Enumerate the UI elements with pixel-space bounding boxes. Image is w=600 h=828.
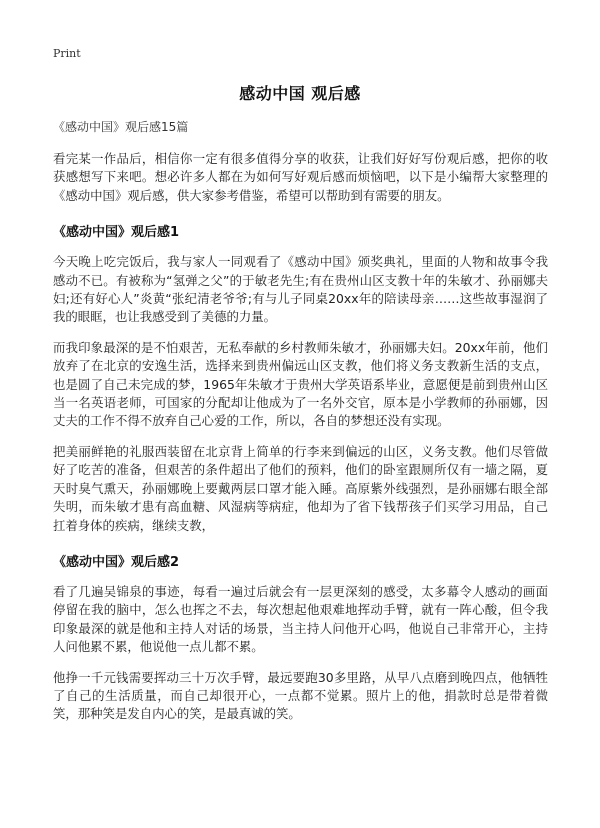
page-title: 感动中国 观后感: [239, 84, 361, 103]
section-1-paragraph: 把美丽鲜艳的礼服西装留在北京背上简单的行李来到偏远的山区，义务支教。他们尽管做好了吃苦的准备，但艰苦的条件超出了他们的预料，他们的卧室跟厕所仅有一墙之隔，夏天时臭气熏天，孙丽娜晚上要戴两层口罩才能入睡。高原紫外线强烈，是孙丽娜右眼全部失明，而朱敏才患有高血糖、风湿病等病症，他却为了省下钱帮孩子们买学习用品，自己扛着身体的疾病，继续支教，: [53, 443, 548, 533]
intro-paragraph: 看完某一作品后，相信你一定有很多值得分享的收获，让我们好好写份观后感，把你的收获感想写下来吧。想必许多人都在为如何写好观后感而烦恼吧，以下是小编帮大家整理的《感动中国》观后感，供大家参考借鉴，希望可以帮助到有需要的朋友。: [53, 151, 548, 203]
section-2-paragraph: 他挣一千元钱需要挥动三十万次手臂，最远要跑30多里路，从早八点磨到晚四点，他牺牲了自己的生活质量，而自己却很开心，一点都不觉累。照片上的他，捐款时总是带着微笑，那种笑是发自内心的笑，是最真诚的笑。: [53, 669, 548, 722]
article-subtitle: 《感动中国》观后感15篇: [53, 120, 189, 134]
section-2-paragraph: 看了几遍吴锦泉的事迹，每看一遍过后就会有一层更深刻的感受，太多幕令人感动的画面停留在我的脑中，怎么也挥之不去，每次想起他艰难地挥动手臂，就有一阵心酸，但令我印象最深的就是他和主持人对话的场景，当主持人问他开心吗，他说自己非常开心，主持人问他累不累，他说他一点儿都不累。: [53, 583, 548, 655]
section-heading-1: 《感动中国》观后感1: [53, 225, 180, 241]
print-link[interactable]: Print: [53, 47, 81, 60]
section-heading-2: 《感动中国》观后感2: [53, 554, 180, 570]
section-1-paragraph: 今天晚上吃完饭后，我与家人一同观看了《感动中国》颁奖典礼，里面的人物和故事令我感动不已。有被称为“氢弹之父”的于敏老先生;有在贵州山区支教十年的朱敏才、孙丽娜夫妇;还有好心人”炎黄“张纪清老爷爷;有与儿子同桌20xx年的陪读母亲……这些故事湿润了我的眼眶，也让我感受到了美德的力量。: [53, 254, 548, 325]
article-body: [53, 118, 548, 736]
section-1-paragraph: 而我印象最深的是不怕艰苦，无私奉献的乡村教师朱敏才，孙丽娜夫妇。20xx年前，他们放弃了在北京的安逸生活，选择来到贵州偏远山区支教，他们将义务支教新生活的支点，也是圆了自己未完成的梦，1965年朱敏才于贵州大学英语系毕业，意愿便是前到贵州山区当一名英语老师，可国家的分配却让他成为了一名外交官，原本是小学教师的孙丽娜，因丈夫的工作不得不放弃自己心爱的工作，所以，各自的梦想还没有实现。: [53, 339, 548, 429]
